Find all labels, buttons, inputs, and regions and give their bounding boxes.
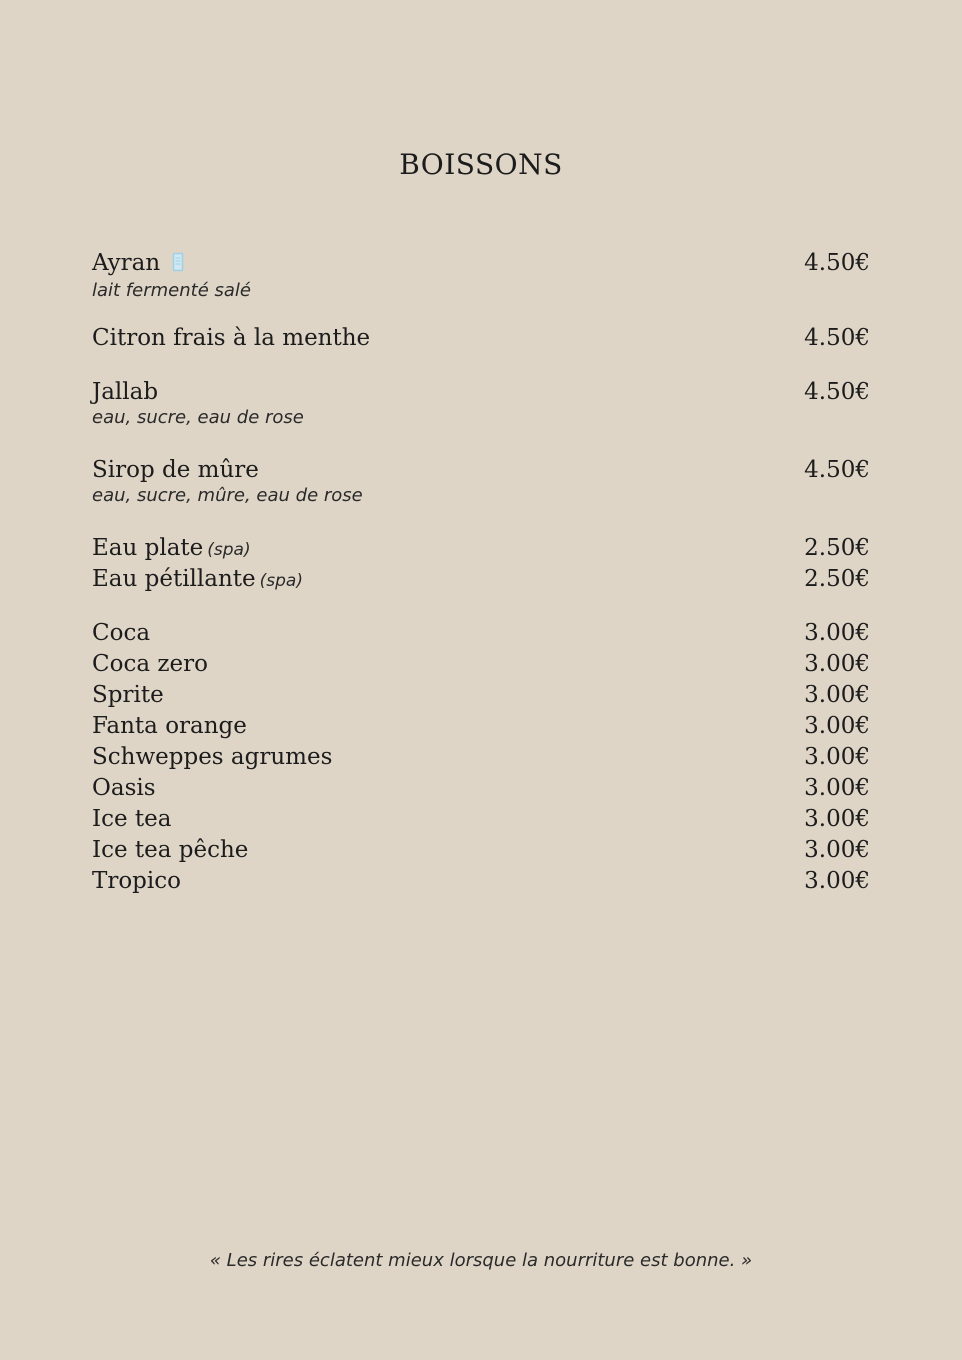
menu-item-ice-tea [92,806,870,832]
item-name: Coca [92,620,151,646]
item-price: 3.00€ [804,620,870,646]
item-name: Fanta orange [92,713,247,739]
item-description: eau, sucre, eau de rose [92,407,304,428]
item-price: 3.00€ [804,806,870,832]
footer-quote: « Les rires éclatent mieux lorsque la nourriture est bonne. » [209,1250,753,1271]
item-price: 3.00€ [804,837,870,863]
item-price: 4.50€ [804,325,870,351]
item-name: Citron frais à la menthe [92,325,371,351]
item-price: 4.50€ [804,457,870,483]
menu-item-citron [92,325,870,351]
item-price: 3.00€ [804,651,870,677]
item-name: Oasis [92,775,156,801]
item-name: Tropico [92,868,181,894]
item-price: 3.00€ [804,868,870,894]
menu-item-eau-petillante [92,566,870,592]
item-price: 4.50€ [804,379,870,405]
item-name: Schweppes agrumes [92,744,333,770]
menu-item-ayran [92,250,870,301]
item-name: Sprite [92,682,164,708]
menu-item-tropico [92,868,870,894]
item-price: 3.00€ [804,775,870,801]
item-name: Ice tea pêche [92,837,249,863]
item-name: Eau pétillante (spa) [92,566,303,592]
item-price: 2.50€ [804,535,870,561]
menu-item-fanta-orange [92,713,870,739]
menu-item-sprite [92,682,870,708]
item-note: (spa) [259,571,303,591]
item-name: Coca zero [92,651,208,677]
item-description: eau, sucre, mûre, eau de rose [92,485,363,506]
item-price: 2.50€ [804,566,870,592]
menu-item-coca [92,620,870,646]
item-price: 3.00€ [804,713,870,739]
item-name: Ayran [92,250,184,278]
menu-item-oasis [92,775,870,801]
menu-item-eau-plate [92,535,870,561]
item-name: Jallab [92,379,159,405]
page-title: BOISSONS [399,148,563,181]
menu-item-sirop [92,457,870,506]
menu-item-jallab [92,379,870,428]
menu-item-coca-zero [92,651,870,677]
item-price: 3.00€ [804,744,870,770]
glass-icon [172,252,184,278]
item-name: Sirop de mûre [92,457,259,483]
menu-item-schweppes [92,744,870,770]
item-price: 4.50€ [804,250,870,276]
item-name: Ice tea [92,806,172,832]
item-name: Eau plate (spa) [92,535,251,561]
item-note: (spa) [207,540,251,560]
item-description: lait fermenté salé [92,280,251,301]
item-price: 3.00€ [804,682,870,708]
menu-item-ice-tea-peche [92,837,870,863]
